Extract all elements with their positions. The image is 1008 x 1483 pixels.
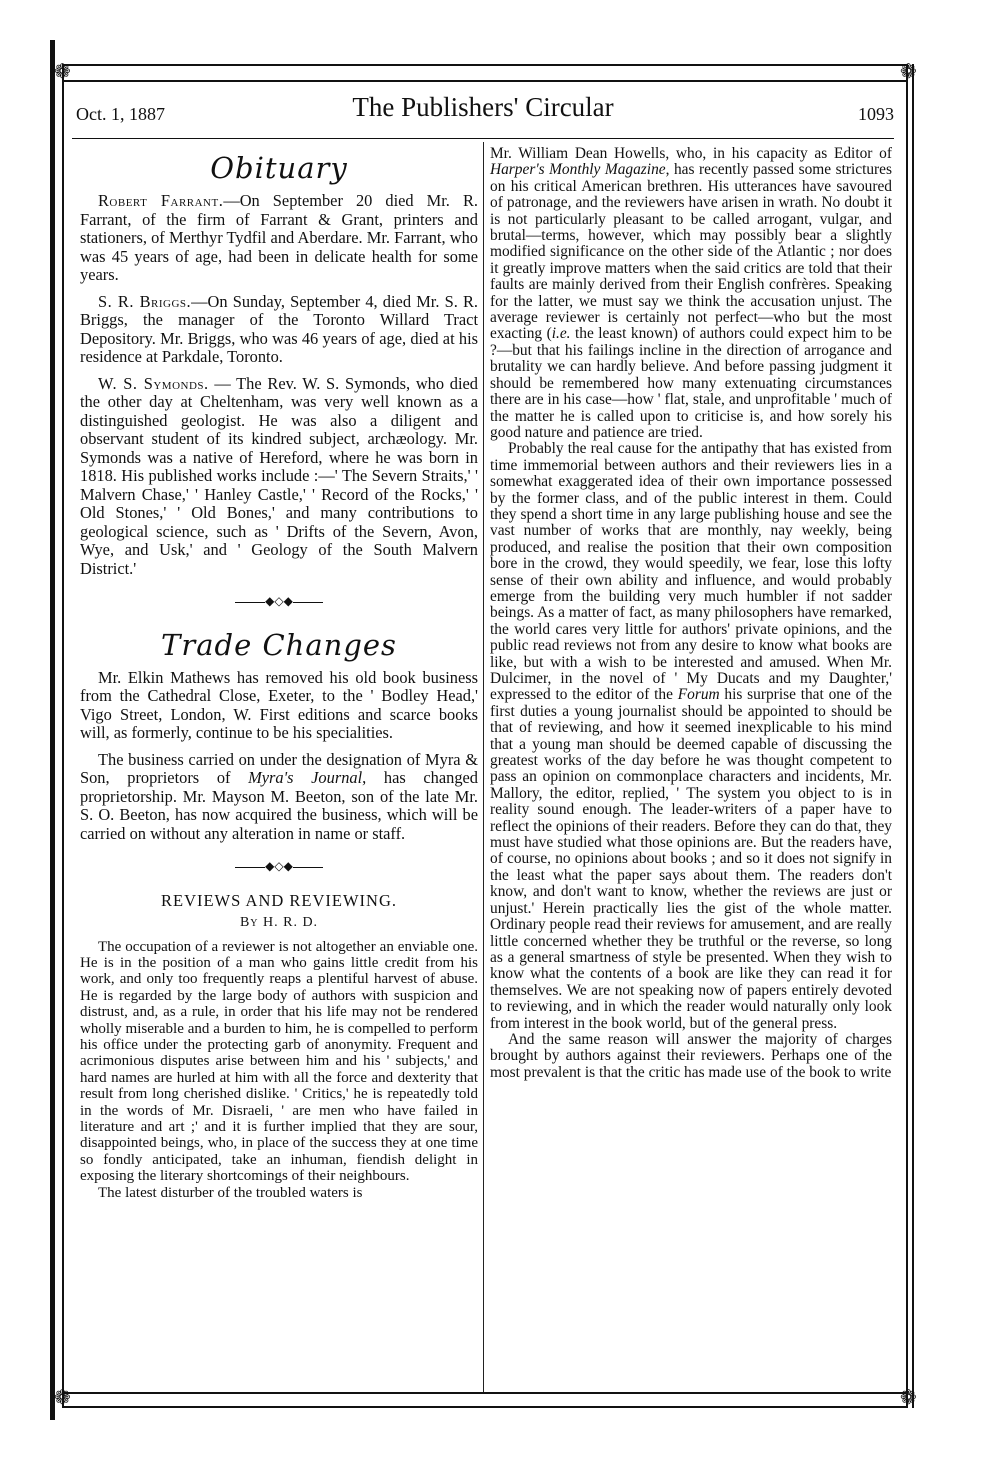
- trade-change-text: Mr. Elkin Mathews has removed his old book business from the Cathedral Close, Exeter, to the ' Bodley Head,' Vigo Street, London, W. First editions and scarce books will, as formerly, continue to be his specialities.: [80, 667, 478, 742]
- section-divider: ◆◇◆: [80, 857, 478, 876]
- article-text: his surprise that one of the first duties a young journalist should be appointed to should be that of reviewing, and how it seemed inexplicable to his mind that a young man should be deemed capable of discussing the greatest works of the day before he was thought competent to pass an opinion on commonplace characters and incidents, Mr. Mallory, the editor, replied, ' The system you object to is in reality sound enough. The leader-writers of a paper have to reflect the opinions of their readers. Before they can do that, they must have studied what those opinions are. But the readers have, of course, no opinions about books ; and so it does not signify in the least what the paper says about them. The readers don't know, and don't want to know, whether the reviews are just or unjust.' Herein practically lies the gist of the whole matter. Ordinary people read their reviews for amusement, and are really little concerned whether they be truthful or the reverse, so long as a general smartness of style be presented. When they wish to know what the contents of a book are like they can read it for themselves. We are not speaking now of papers entirely devoted to reviewing, and in which the reader would naturally only look from interest in the book world, but of the general press.: [490, 686, 892, 1032]
- magazine-title: Forum: [677, 686, 720, 704]
- article-text: Mr. William Dean Howells, who, in his capacity as Editor of: [490, 145, 892, 162]
- border-rule-bottom: [62, 1406, 908, 1408]
- page-margin-bar: [50, 40, 55, 1420]
- trade-change-text: The business carried on under the designation of Myra & Son, proprietors of: [80, 749, 478, 787]
- obituary-text: — The Rev. W. S. Symonds, who died the other day at Cheltenham, was very well known as a distinguished geologist. He was also a diligent and observant student of its kindred subject, archæology. Mr. Symonds was a native of Hereford, where he was born in 1818. His published works include :—' The Severn Straits,' ' Malvern Chase,' ' Hanley Castle,' ' Record of the Rocks,' ' Old Stones,' ' Old Bones,' and many contributions to geological science, such as ' Drifts of the Severn, Avon, Wye, and Usk,' and ' Geology of the South Malvern District.': [80, 373, 479, 578]
- obituary-name: Robert Farrant.: [98, 191, 224, 210]
- obituary-text: —On September 20 died Mr. R. Farrant, of the firm of Farrant & Grant, printers and stationers, of Merthyr Tydfil and Aberdare. Mr. Farrant, who was 45 years of age, had been in delicate health for some years.: [80, 191, 478, 284]
- right-column: [490, 146, 892, 1081]
- journal-title: Myra's Journal: [248, 768, 363, 787]
- header-rule: [72, 138, 894, 139]
- obituary-heading: Obituary: [210, 151, 348, 185]
- border-rule-bottom-inner: [62, 1392, 908, 1394]
- trade-change-paragraph: [80, 669, 478, 743]
- obituary-entry: [80, 192, 478, 285]
- trade-change-text: , has changed proprietorship. Mr. Mayson M. Beeton, son of the late Mr. S. O. Beeton, has now acquired the business, which will be carried on without any alteration in name or staff.: [80, 768, 479, 843]
- article-text: Probably the real cause for the antipathy that has existed from time immemorial between authors and their reviewers lies in a somewhat exaggerated idea of their own importance possessed by the former class, and of the public interest in them. Could they spend a short time in any large publishing house and see the vast number of works that are monthly, nay weekly, being produced, and realise the position that their own composition bore in the crowd, they would speedily, we fear, lose this lofty sense of their own ability and influence, and would probably emerge from the building very much humbler if not sadder beings. As a matter of fact, as many philosophers have remarked, the world cares very little for authors' private opinions, and the public read reviews not from any desire to know what books are like, but with a wish to be interested and amused. When Mr. Dulcimer, in the novel of ' My Ducats and my Daughter,' expressed to the editor of the: [490, 440, 892, 704]
- article-paragraph: The latest disturber of the troubled waters is: [98, 1184, 363, 1201]
- article-paragraph: And the same reason will answer the majority of charges brought by authors against their reviewers. Perhaps one of the most prevalent is that the critic has made use of the book to write: [490, 1030, 892, 1081]
- trade-change-paragraph: [80, 751, 478, 844]
- border-rule-right: [912, 64, 914, 1408]
- byline: By H. R. D.: [239, 915, 319, 930]
- publication-title: The Publishers' Circular: [352, 92, 614, 122]
- page-number: 1093: [858, 104, 894, 124]
- section-divider: ◆◇◆: [80, 592, 478, 611]
- page-header: [72, 92, 894, 128]
- reviews-heading: REVIEWS AND REVIEWING.: [160, 890, 397, 910]
- issue-date: Oct. 1, 1887: [76, 104, 165, 124]
- obituary-text: —On Sunday, September 4, died Mr. S. R. Briggs, the manager of the Toronto Willard Tract Depository. Mr. Briggs, who was 46 years of age, died at his residence at Parkdale, Toronto.: [80, 291, 478, 366]
- corner-ornament-icon: ❁: [900, 1387, 917, 1409]
- corner-ornament-icon: ❁: [54, 1387, 71, 1409]
- border-rule-top-inner: [62, 80, 908, 82]
- border-rule-top: [62, 64, 908, 66]
- magazine-title: Harper's Monthly Magazine: [490, 161, 666, 179]
- border-rule-right-inner: [906, 64, 908, 1408]
- obituary-entry: [80, 293, 478, 367]
- corner-ornament-icon: ❁: [54, 61, 71, 83]
- article-text: , has recently passed some strictures on his critical American brethren. His utterances have savoured of patronage, and the reviewers have arisen in wrath. No doubt it is not particularly pleasant to be called arrogant, vulgar, and brutal—terms, however, which may possibly bear a slightly modified significance on the other side of the Atlantic ; nor does it greatly improve matters when the said critics are told that their faults are mainly derived from their English confrères. Speaking for the latter, we must say we think the accusation unjust. The average reviewer is certainly not perfect—who but the most exacting (: [490, 161, 892, 343]
- article-paragraph: The occupation of a reviewer is not altogether an enviable one. He is in the position of a man who gains little credit from his work, and only too frequently reaps a plentiful harvest of abuse. He is regarded by the large body of authors with suspicion and distrust, and, as a rule, in order that his life may not be rendered wholly miserable and a burden to him, he is compelled to perform his office under the protecting garb of anonymity. Frequent and acrimonious disputes arise between him and his ' subjects,' and hard names are hurled at him with all the force and dexterity that result from long cherished dislike. ' Critics,' he is repeatedly told in the words of Mr. Disraeli, ' are men who have failed in literature and art ;' and it is further implied that they are sour, disappointed beings, who, in place of the success they at one time so fondly anticipated, take an inhuman, fiendish delight in exposing the literary shortcomings of their neighbours.: [80, 938, 478, 1185]
- article-text: i.e.: [551, 325, 571, 343]
- obituary-entry: [80, 375, 478, 579]
- left-column: [80, 146, 478, 1201]
- trade-changes-heading: Trade Changes: [161, 627, 397, 662]
- obituary-name: S. R. Briggs.: [98, 291, 192, 311]
- border-rule-left: [62, 64, 64, 1408]
- article-text: the least known) of authors could expect him to be ?—but that his failings incline in the direction of arrogance and brutality we can hardly believe. And before passing judgment it should be remembered how many extenuating circumstances there are in his case—how ' flat, stale, and unprofitable ' much of the matter he is called upon to criticise is, and how sorely his good nature and patience are tried.: [490, 325, 892, 441]
- column-divider: [483, 142, 484, 1392]
- corner-ornament-icon: ❁: [900, 61, 917, 83]
- obituary-name: W. S. Symonds.: [98, 373, 209, 393]
